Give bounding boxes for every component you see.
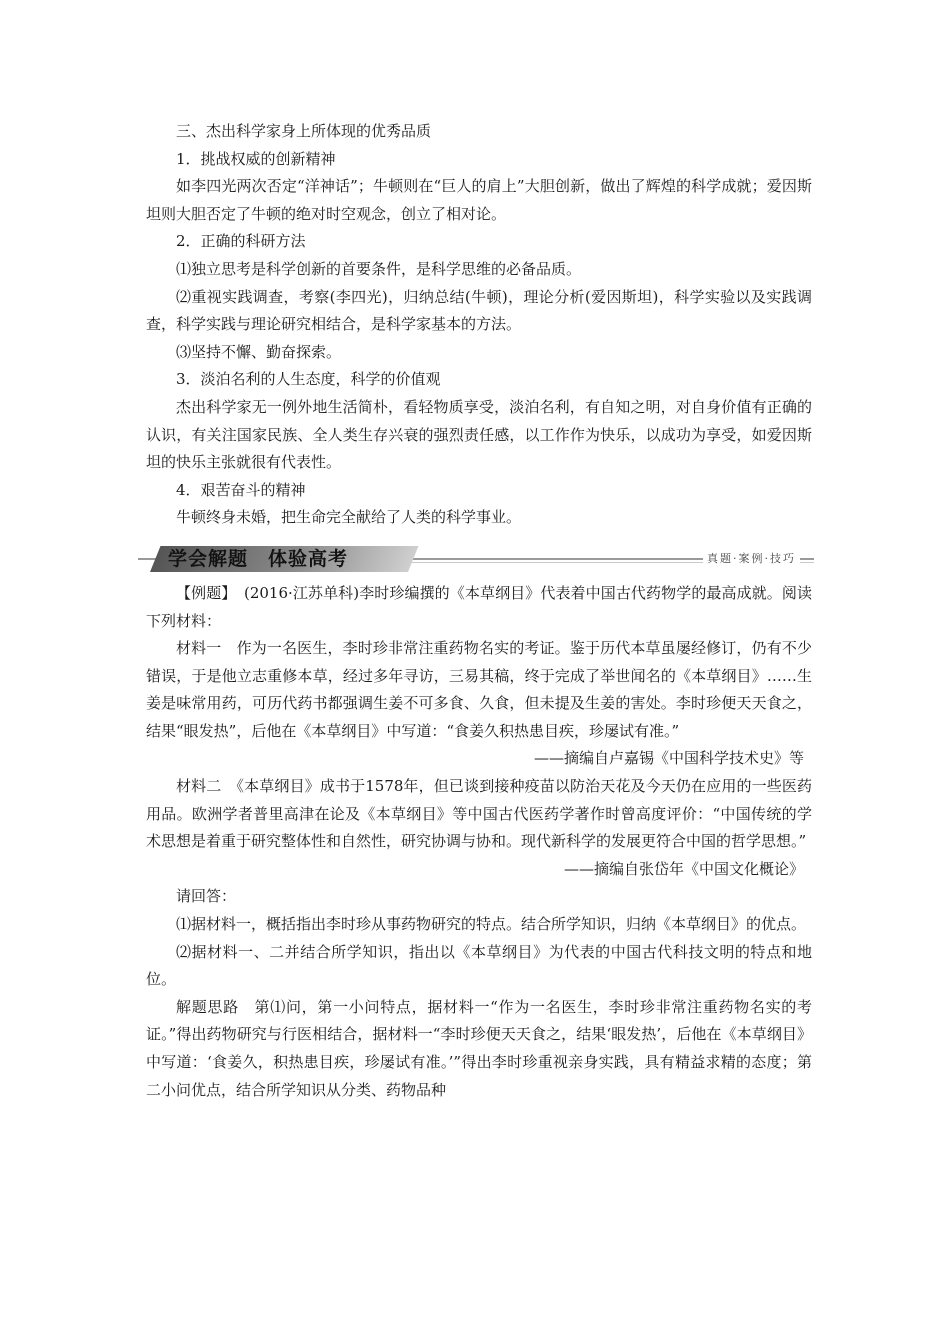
solution-analysis: 解题思路 第⑴问，第一小问特点，据材料一“作为一名医生，李时珍非常注重药物名实的考证。”得出药物研究与行医相结合，据材料一“李时珍便天天食之，结果‘眼发热’，后他在《本草纲目》中写道：‘食姜久，积热患目疾，珍屡试有准。’”得出李时珍重视亲身实践，具有精益求精的态度；第二小问优点，结合所学知识从分类、药物品种	[146, 997, 812, 1099]
question-prompt: 请回答：	[176, 887, 237, 906]
banner-title: 学会解题 体验高考	[168, 547, 349, 570]
item1-title: 1．挑战权威的创新精神	[176, 149, 336, 168]
material-two: 材料二 《本草纲目》成书于1578年，但已谈到接种疫苗以防治天花及今天仍在应用的一些医药用品。欧洲学者普里高津在论及《本草纲目》等中国古代医药学著作时曾高度评价：“中国传统的学术思想是着重于研究整体性和自然性，研究协调与协和。现代新科学的发展更符合中国的哲学思想。”	[146, 777, 812, 851]
document-content	[146, 118, 812, 1104]
example-intro: 【例题】 (2016·江苏单科)李时珍编撰的《本草纲目》代表着中国古代药物学的最高成就。阅读下列材料：	[146, 583, 812, 630]
item4-title: 4．艰苦奋斗的精神	[176, 480, 306, 499]
material-two-source: ——摘编自张岱年《中国文化概论》	[563, 859, 804, 878]
item1-text: 如李四光两次否定“洋神话”；牛顿则在“巨人的肩上”大胆创新，做出了辉煌的科学成就；爱因斯坦则大胆否定了牛顿的绝对时空观念，创立了相对论。	[146, 177, 812, 223]
question-one: ⑴据材料一，概括指出李时珍从事药物研究的特点。结合所学知识，归纳《本草纲目》的优点。	[176, 915, 807, 934]
question-two: ⑵据材料一、二并结合所学知识，指出以《本草纲目》为代表的中国古代科技文明的特点和地位。	[146, 942, 812, 989]
item3-title: 3．淡泊名利的人生态度，科学的价值观	[176, 370, 441, 389]
item3-text: 杰出科学家无一例外地生活简朴，看轻物质享受，淡泊名利，有自知之明，对自身价值有正确的认识，有关注国家民族、全人类生存兴衰的强烈责任感，以工作作为快乐，以成功为享受，如爱因斯坦的快乐主张就很有代表性。	[146, 397, 812, 472]
material-one-source: ——摘编自卢嘉锡《中国科学技术史》等	[533, 749, 804, 768]
section-banner	[138, 546, 814, 572]
banner-tag: 真题·案例·技巧	[703, 550, 800, 566]
item2-sub3: ⑶坚持不懈、勤奋探索。	[176, 342, 342, 361]
item4-text: 牛顿终身未婚，把生命完全献给了人类的科学事业。	[176, 508, 522, 527]
item2-sub1: ⑴独立思考是科学创新的首要条件，是科学思维的必备品质。	[176, 259, 582, 278]
section-heading: 三、杰出科学家身上所体现的优秀品质	[176, 122, 432, 140]
material-one: 材料一 作为一名医生，李时珍非常注重药物名实的考证。鉴于历代本草虽屡经修订，仍有不少错误，于是他立志重修本草，经过多年寻访，三易其稿，终于完成了举世闻名的《本草纲目》……生姜是味常用药，可历代药书都强调生姜不可多食、久食，但未提及生姜的害处。李时珍便天天食之，结果“眼发热”，后他在《本草纲目》中写道：“食姜久积热患目疾，珍屡试有准。”	[146, 639, 812, 740]
item2-title: 2．正确的科研方法	[176, 232, 306, 251]
item2-sub2: ⑵重视实践调查，考察(李四光)，归纳总结(牛顿)，理论分析(爱因斯坦)，科学实验以及实践调查，科学实践与理论研究相结合，是科学家基本的方法。	[146, 287, 812, 334]
